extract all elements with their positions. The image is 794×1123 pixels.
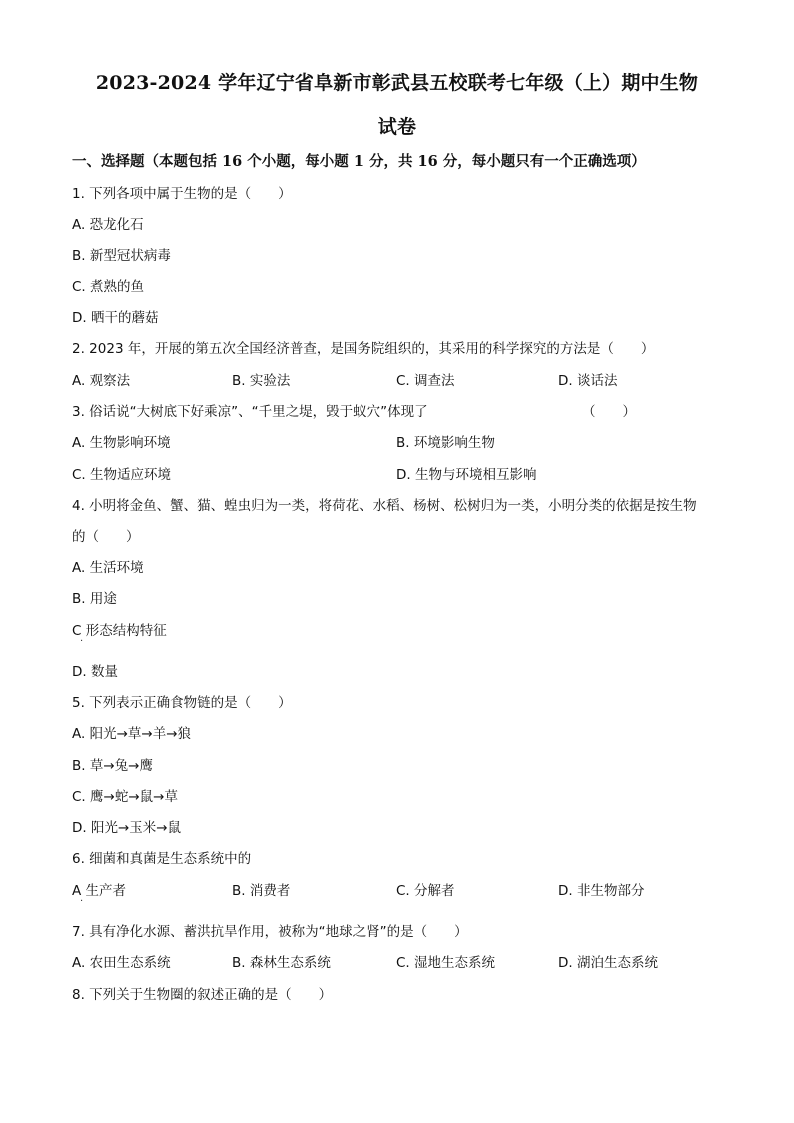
q4-option-b: B. 用途 bbox=[72, 591, 117, 607]
q1-option-d: D. 晒干的蘑菇 bbox=[72, 310, 159, 326]
q3-answer-paren: （ ） bbox=[582, 404, 636, 420]
q5-option-b: B. 草→兔→鹰 bbox=[72, 758, 153, 774]
section-heading: 一、选择题（本题包括 16 个小题，每小题 1 分，共 16 分，每小题只有一个正确选项） bbox=[72, 153, 646, 170]
q7-stem: 7. 具有净化水源、蓄洪抗旱作用，被称为“地球之肾”的是（ ） bbox=[72, 924, 468, 940]
q5-option-d: D. 阳光→玉米→鼠 bbox=[72, 820, 182, 836]
q2-option-c: C. 调查法 bbox=[396, 373, 455, 389]
q7-option-a: A. 农田生态系统 bbox=[72, 955, 171, 971]
q2-stem: 2. 2023 年，开展的第五次全国经济普查，是国务院组织的，其采用的科学探究的方法是（ ） bbox=[72, 341, 655, 357]
q1-option-c: C. 煮熟的鱼 bbox=[72, 279, 145, 295]
exam-title-line1: 2023-2024 学年辽宁省阜新市彰武县五校联考七年级（上）期中生物 bbox=[95, 72, 699, 94]
q3-option-c: C. 生物适应环境 bbox=[72, 467, 172, 483]
q6-option-d: D. 非生物部分 bbox=[558, 883, 645, 899]
q4-stem-line2: 的（ ） bbox=[72, 529, 140, 545]
q6-option-b: B. 消费者 bbox=[232, 883, 291, 899]
q8-stem: 8. 下列关于生物圈的叙述正确的是（ ） bbox=[72, 987, 333, 1003]
q6-stem: 6. 细菌和真菌是生态系统中的 bbox=[72, 851, 252, 867]
q7-option-d: D. 湖泊生态系统 bbox=[558, 955, 658, 971]
q4-c-stray-dot: · bbox=[80, 636, 84, 647]
q3-stem: 3. 俗话说“大树底下好乘凉”、“千里之堤，毁于蚁穴”体现了 bbox=[72, 404, 428, 420]
q6-option-c: C. 分解者 bbox=[396, 883, 455, 899]
q1-option-a: A. 恐龙化石 bbox=[72, 217, 144, 233]
q6-a-stray-dot: · bbox=[80, 896, 84, 907]
q2-option-a: A. 观察法 bbox=[72, 373, 131, 389]
q3-option-b: B. 环境影响生物 bbox=[396, 435, 495, 451]
q3-option-a: A. 生物影响环境 bbox=[72, 435, 171, 451]
q5-option-a: A. 阳光→草→羊→狼 bbox=[72, 726, 192, 742]
q6-option-a: A 生产者 bbox=[72, 883, 127, 899]
q4-stem-line1: 4. 小明将金鱼、蟹、猫、蝗虫归为一类，将荷花、水稻、杨树、松树归为一类，小明分类的依据是按生物 bbox=[72, 498, 697, 514]
q4-option-c: C 形态结构特征 bbox=[72, 623, 167, 639]
q1-stem: 1. 下列各项中属于生物的是（ ） bbox=[72, 186, 292, 202]
q3-option-d: D. 生物与环境相互影响 bbox=[396, 467, 537, 483]
q5-option-c: C. 鹰→蛇→鼠→草 bbox=[72, 789, 178, 805]
q4-option-d: D. 数量 bbox=[72, 664, 118, 680]
q2-option-d: D. 谈话法 bbox=[558, 373, 618, 389]
q7-option-b: B. 森林生态系统 bbox=[232, 955, 331, 971]
q5-stem: 5. 下列表示正确食物链的是（ ） bbox=[72, 695, 292, 711]
q7-option-c: C. 湿地生态系统 bbox=[396, 955, 496, 971]
q1-option-b: B. 新型冠状病毒 bbox=[72, 248, 171, 264]
q4-option-a: A. 生活环境 bbox=[72, 560, 144, 576]
exam-title-line2: 试卷 bbox=[377, 116, 417, 138]
q2-option-b: B. 实验法 bbox=[232, 373, 291, 389]
